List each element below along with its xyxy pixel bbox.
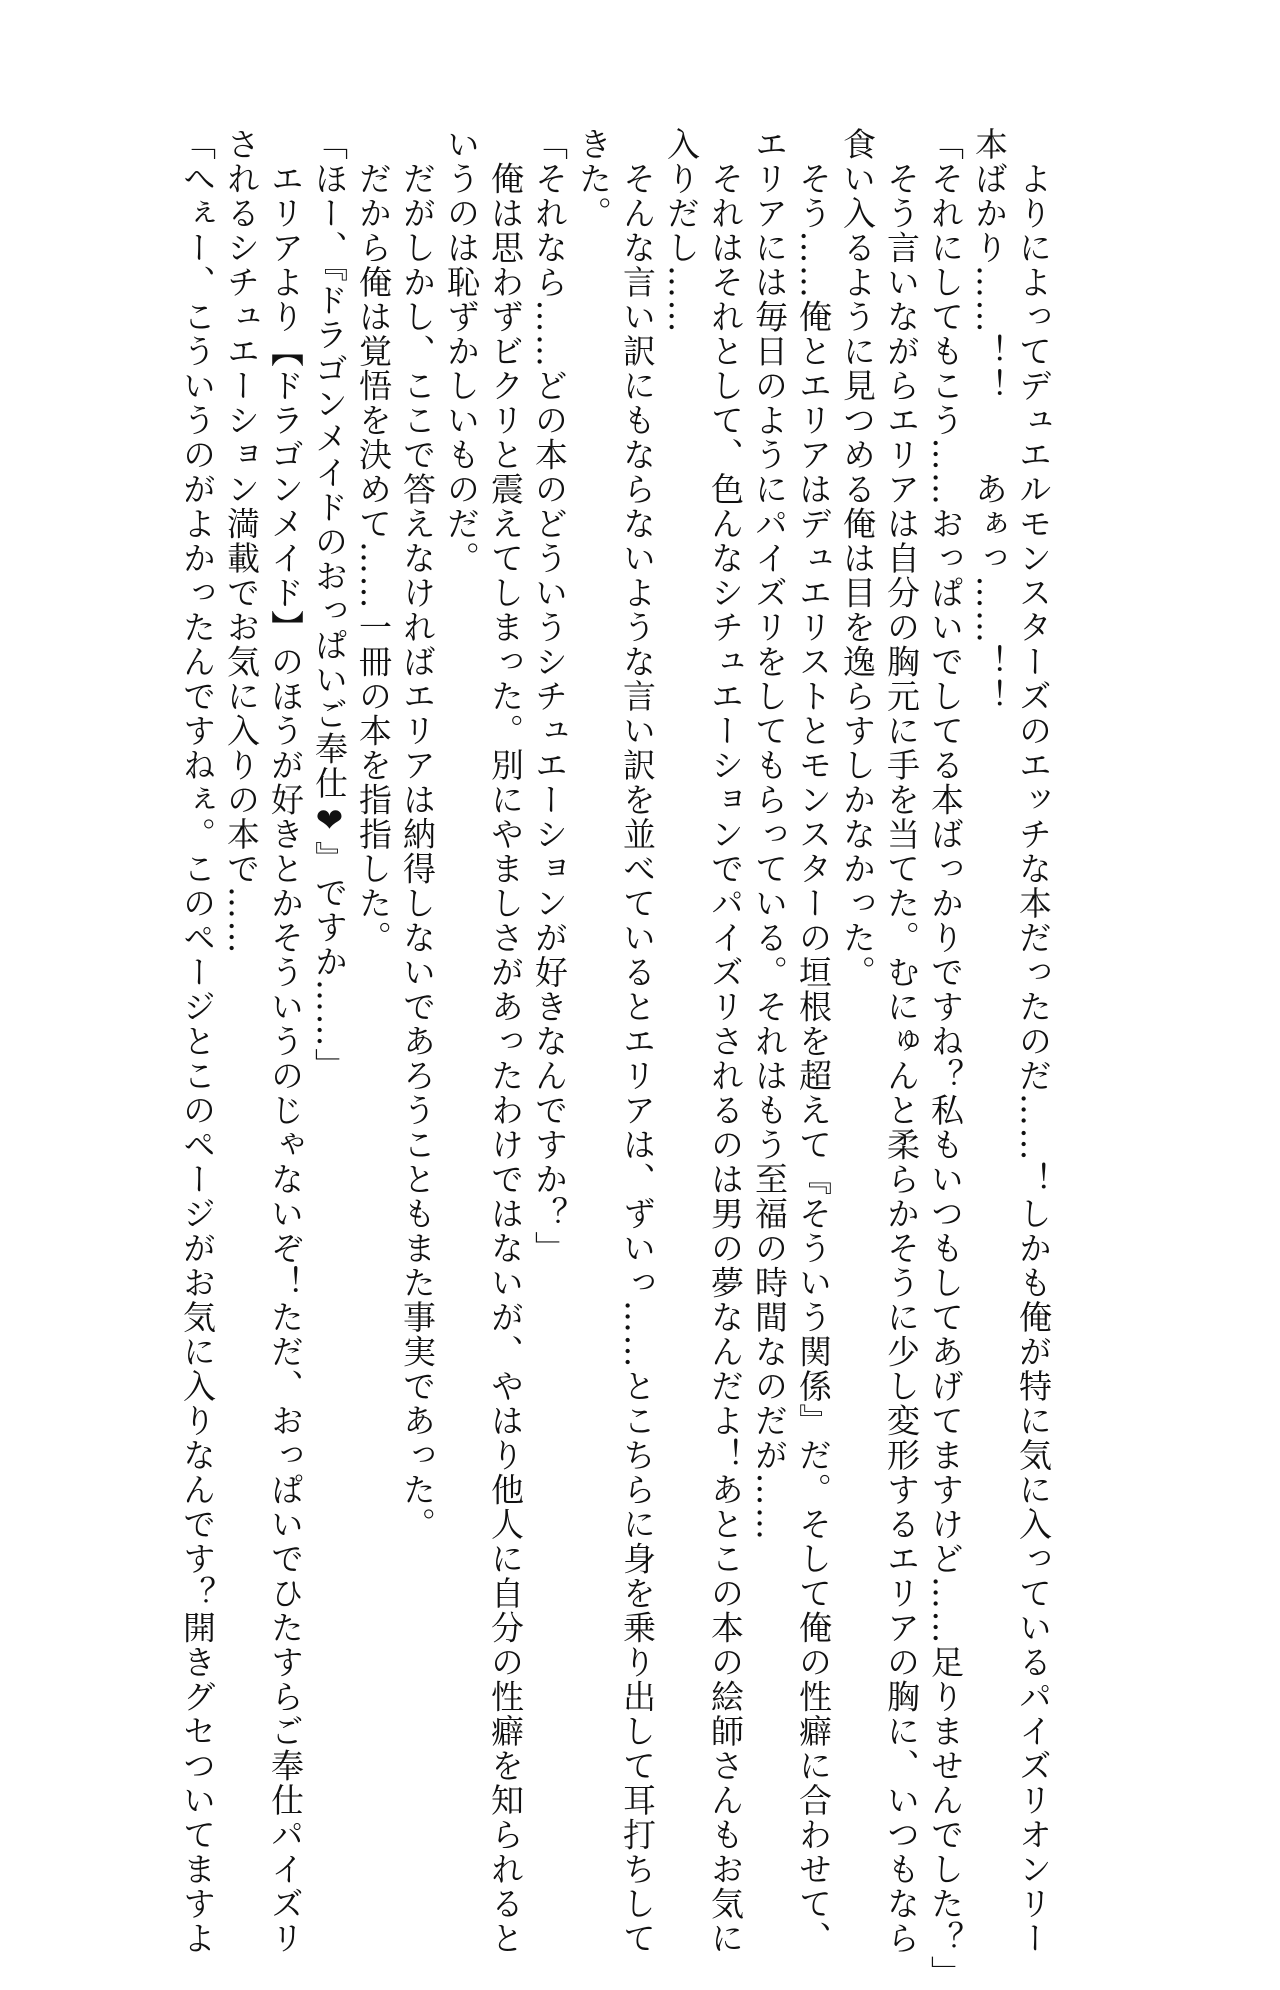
text-line-16: だから俺は覚悟を決めて……一冊の本を指指した。 (354, 127, 393, 955)
text-line-3: 「それにしてもこう……おっぱいでしてる本ばっかりですね？私もいつもしてあげてますけど……足りませんでした？」 (926, 127, 965, 1990)
text-line-19: されるシチュエーション満載でお気に入りの本で…… (222, 127, 261, 955)
text-line-20: 「へぇー、こういうのがよかったんですねぇ。このページとこのページがお気に入りなんです？開きグセついてますよ (178, 127, 217, 1956)
text-line-14: いうのは恥ずかしいものだ。 (442, 127, 481, 576)
text-line-1: よりによってデュエルモンスターズのエッチな本だったのだ……！しかも俺が特に気に入っているパイズリオンリー (1014, 127, 1053, 1956)
text-line-13: 俺は思わずビクリと震えてしまった。別にやましさがあったわけではないが、やはり他人に自分の性癖を知られると (486, 127, 525, 1956)
text-line-2: 本ばかり……！！ あぁっ……！！ (970, 127, 1009, 714)
text-line-12: 「それなら……どの本のどういうシチュエーションが好きなんですか？」 (530, 127, 569, 1266)
text-line-18: エリアより【ドラゴンメイド】のほうが好きとかそういうのじゃないぞ！ただ、おっぱいでひたすらご奉仕パイズリ (266, 127, 305, 1956)
text-line-4: そう言いながらエリアは自分の胸元に手を当てた。むにゅんと柔らかそうに少し変形するエリアの胸に、いつもなら (882, 127, 921, 1956)
text-line-17: 「ほー、『ドラゴンメイドのおっぱいご奉仕❤』ですか……」 (310, 127, 349, 1083)
text-line-7: エリアには毎日のようにパイズリをしてもらっている。それはもう至福の時間なのだが…… (750, 127, 789, 1542)
text-line-11: きた。 (574, 127, 613, 231)
vertical-text-block (175, 127, 1055, 1990)
text-line-10: そんな言い訳にもならないような言い訳を並べているとエリアは、ずいっ……とこちらに身を乗り出して耳打ちして (618, 127, 657, 1956)
text-line-8: それはそれとして、色んなシチュエーションでパイズリされるのは男の夢なんだよ！あとこの本の絵師さんもお気に (706, 127, 745, 1956)
text-line-9: 入りだし…… (662, 127, 701, 334)
text-line-5: 食い入るように見つめる俺は目を逸らすしかなかった。 (838, 127, 877, 990)
text-line-15: だがしかし、ここで答えなければエリアは納得しないであろうこともまた事実であった。 (398, 127, 437, 1542)
text-line-6: そう……俺とエリアはデュエリストとモンスターの垣根を超えて『そういう関係』だ。そして俺の性癖に合わせて、 (794, 127, 833, 1956)
